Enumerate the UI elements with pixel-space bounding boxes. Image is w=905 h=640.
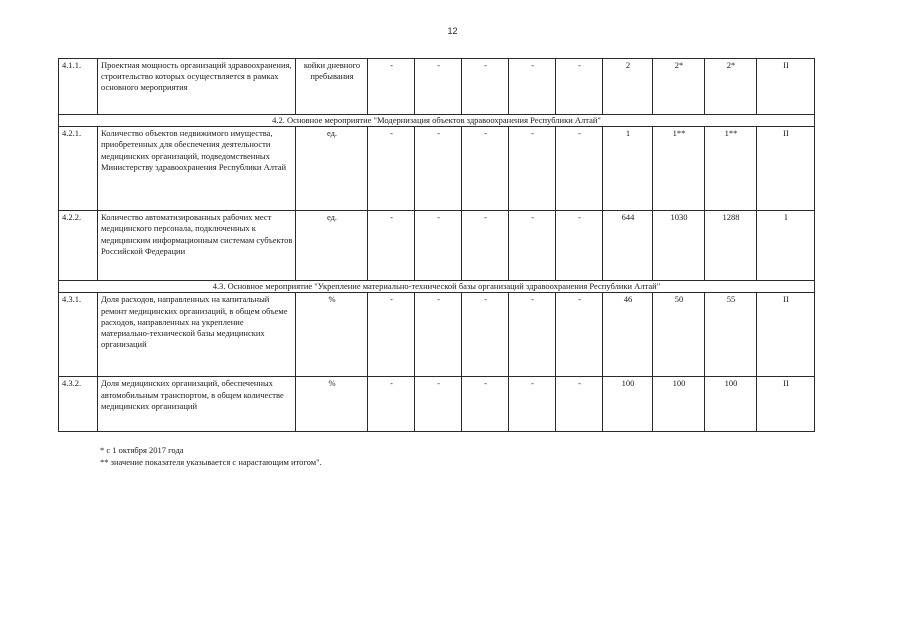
indicator-value: -	[462, 211, 509, 281]
indicator-number: 4.2.1.	[59, 127, 98, 211]
indicator-unit: койки дневного пребывания	[296, 59, 368, 115]
indicator-name: Доля расходов, направленных на капитальный ремонт медицинских организаций, в общем объеме расходов, направленных на укрепление материально-технической базы медицинских организаций	[98, 293, 296, 377]
indicator-value: II	[757, 293, 815, 377]
indicator-row	[59, 377, 815, 432]
indicator-value: 1	[603, 127, 653, 211]
indicator-value: -	[415, 127, 462, 211]
indicator-value: -	[368, 127, 415, 211]
indicator-value: 2*	[653, 59, 705, 115]
indicator-name: Проектная мощность организаций здравоохранения, строительство которых осуществляется в рамках основного мероприятия	[98, 59, 296, 115]
indicator-value: -	[556, 377, 603, 432]
indicator-value: 1288	[705, 211, 757, 281]
section-header-row	[59, 281, 815, 293]
indicator-value: 100	[705, 377, 757, 432]
indicator-value: -	[368, 293, 415, 377]
indicator-value: -	[368, 211, 415, 281]
indicator-number: 4.3.1.	[59, 293, 98, 377]
indicator-value: -	[415, 293, 462, 377]
indicator-row	[59, 127, 815, 211]
indicator-value: -	[509, 127, 556, 211]
footnote-asterisk: * с 1 октября 2017 года	[100, 445, 184, 455]
indicator-value: -	[556, 59, 603, 115]
indicator-value: -	[415, 211, 462, 281]
footnote-double-asterisk: ** значение показателя указывается с нарастающим итогом".	[100, 456, 322, 467]
indicators-table	[58, 58, 815, 432]
indicator-value: 1030	[653, 211, 705, 281]
indicator-number: 4.1.1.	[59, 59, 98, 115]
indicator-value: 2	[603, 59, 653, 115]
indicator-value: -	[462, 127, 509, 211]
indicator-unit: %	[296, 377, 368, 432]
indicator-value: II	[757, 59, 815, 115]
indicator-value: 100	[603, 377, 653, 432]
indicator-name: Доля медицинских организаций, обеспеченных автомобильным транспортом, в общем количестве медицинских организаций	[98, 377, 296, 432]
indicator-number: 4.3.2.	[59, 377, 98, 432]
indicator-value: 644	[603, 211, 653, 281]
indicator-value: -	[509, 377, 556, 432]
indicator-value: -	[415, 377, 462, 432]
indicator-unit: ед.	[296, 127, 368, 211]
indicator-row	[59, 59, 815, 115]
indicator-value: -	[556, 211, 603, 281]
footnotes	[100, 445, 322, 468]
table-body	[59, 59, 815, 432]
indicator-number: 4.2.2.	[59, 211, 98, 281]
indicator-value: II	[757, 377, 815, 432]
indicator-name: Количество объектов недвижимого имущества, приобретенных для обеспечения деятельности медицинских организаций, подведомственных Министерству здравоохранения Республики Алтай	[98, 127, 296, 211]
indicator-value: 50	[653, 293, 705, 377]
indicator-value: 1**	[653, 127, 705, 211]
indicator-value: II	[757, 127, 815, 211]
indicator-value: -	[509, 293, 556, 377]
indicator-value: 100	[653, 377, 705, 432]
indicator-unit: %	[296, 293, 368, 377]
indicator-name: Количество автоматизированных рабочих мест медицинского персонала, подключенных к медицинским информационным системам субъектов Российской Федерации	[98, 211, 296, 281]
indicator-value: -	[462, 59, 509, 115]
indicator-value: -	[462, 377, 509, 432]
indicator-value: -	[415, 59, 462, 115]
indicator-value: -	[556, 127, 603, 211]
indicator-value: 2*	[705, 59, 757, 115]
indicator-value: 46	[603, 293, 653, 377]
indicator-row	[59, 293, 815, 377]
section-title: 4.3. Основное мероприятие "Укрепление материально-технической базы организаций здравоохранения Республики Алтай"	[59, 281, 815, 293]
indicator-value: -	[509, 59, 556, 115]
indicator-value: 1**	[705, 127, 757, 211]
indicator-value: 55	[705, 293, 757, 377]
indicator-value: -	[556, 293, 603, 377]
indicator-value: -	[462, 293, 509, 377]
indicator-row	[59, 211, 815, 281]
indicator-unit: ед.	[296, 211, 368, 281]
indicator-value: -	[509, 211, 556, 281]
page-number: 12	[447, 26, 458, 36]
section-header-row	[59, 115, 815, 127]
indicator-value: I	[757, 211, 815, 281]
indicator-value: -	[368, 59, 415, 115]
indicator-value: -	[368, 377, 415, 432]
section-title: 4.2. Основное мероприятие "Модернизация объектов здравоохранения Республики Алтай"	[59, 115, 815, 127]
